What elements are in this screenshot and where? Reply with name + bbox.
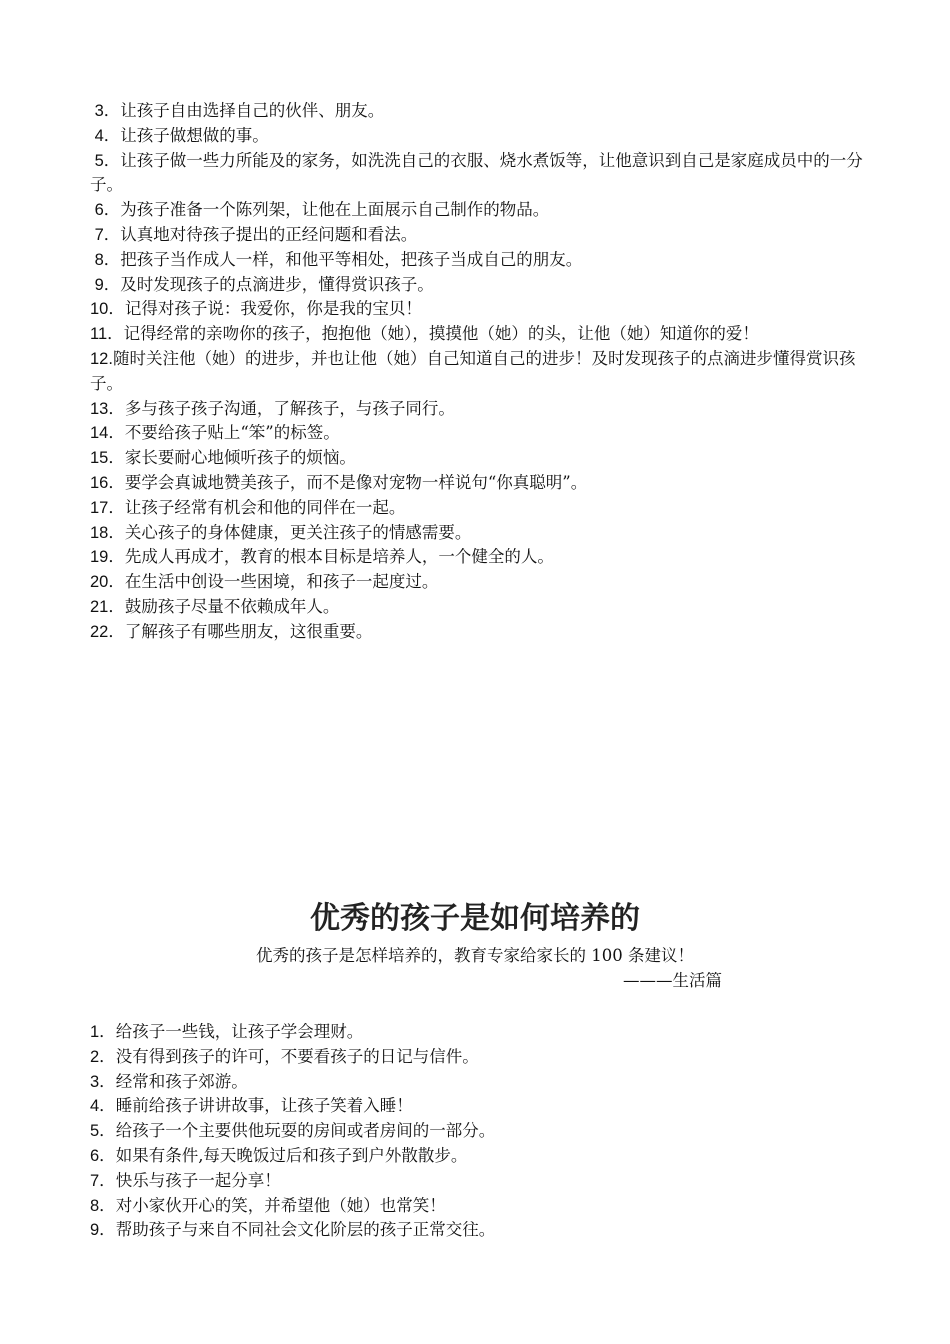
item-number: 5． [90, 151, 121, 170]
item-number: 9． [90, 275, 121, 294]
list-item [90, 545, 870, 570]
item-number: 14． [90, 424, 125, 443]
item-text: 让孩子做想做的事。 [120, 125, 269, 145]
item-text: 记得经常的亲吻你的孩子，抱抱他（她），摸摸他（她）的头，让他（她）知道你的爱！ [123, 324, 759, 344]
list-item [90, 99, 870, 124]
document-title: 优秀的孩子是如何培养的 [310, 901, 640, 936]
item-text: 关心孩子的身体健康，更关注孩子的情感需要。 [124, 522, 472, 542]
list-item [90, 248, 870, 273]
item-number: 4． [90, 126, 121, 145]
item-number: 16． [90, 473, 125, 492]
item-number: 20． [90, 573, 125, 592]
list-item [90, 198, 870, 223]
item-text: 记得对孩子说：我爱你，你是我的宝贝！ [124, 299, 422, 319]
list-item [90, 1020, 870, 1045]
item-number: 5． [90, 1122, 116, 1141]
item-text: 给孩子一个主要供他玩耍的房间或者房间的一部分。 [115, 1121, 496, 1141]
item-number: 12. [90, 349, 113, 368]
item-number: 7． [90, 225, 121, 244]
item-text: 对小家伙开心的笑，并希望他（她）也常笑！ [115, 1195, 446, 1215]
item-text: 为孩子准备一个陈列架，让他在上面展示自己制作的物品。 [120, 200, 550, 220]
item-text: 家长要耐心地倾听孩子的烦恼。 [124, 448, 356, 468]
item-text: 多与孩子孩子沟通，了解孩子，与孩子同行。 [124, 398, 455, 418]
item-number: 21． [90, 597, 125, 616]
item-number: 17． [90, 498, 125, 517]
list-item [90, 521, 870, 546]
list-item [90, 595, 870, 620]
item-text: 先成人再成才，教育的根本目标是培养人，一个健全的人。 [124, 547, 554, 567]
item-number: 13． [90, 399, 125, 418]
list-item [90, 471, 870, 496]
item-text: 要学会真诚地赞美孩子，而不是像对宠物一样说句“你真聪明”。 [124, 472, 588, 492]
item-text: 让孩子做一些力所能及的家务，如洗洗自己的衣服、烧水煮饭等，让他意识到自己是家庭成员中的一分子。 [90, 150, 863, 195]
list-item [90, 1094, 870, 1119]
list-item [90, 347, 870, 397]
list-item [90, 223, 870, 248]
list-item [90, 1169, 870, 1194]
item-number: 2． [90, 1047, 116, 1066]
item-text: 不要给孩子贴上“笨”的标签。 [124, 423, 340, 443]
item-number: 6． [90, 1146, 116, 1165]
item-number: 22． [90, 622, 125, 641]
list-item [90, 421, 870, 446]
item-number: 19． [90, 548, 125, 567]
advice-list-continued [90, 99, 870, 645]
list-item [90, 124, 870, 149]
list-item [90, 149, 870, 199]
list-item [90, 1144, 870, 1169]
advice-list-life [90, 1020, 870, 1243]
item-number: 18． [90, 523, 125, 542]
item-number: 4． [90, 1097, 116, 1116]
item-text: 了解孩子有哪些朋友，这很重要。 [124, 621, 373, 641]
section-label: ———生活篇 [623, 971, 722, 990]
item-text: 经常和孩子郊游。 [115, 1071, 248, 1091]
item-number: 1． [90, 1023, 116, 1041]
item-number: 11． [90, 325, 124, 344]
list-item [90, 273, 870, 298]
item-number: 9． [90, 1221, 116, 1240]
item-text: 如果有条件,每天晚饭过后和孩子到户外散散步。 [115, 1145, 468, 1165]
list-item [90, 570, 870, 595]
item-text: 在生活中创设一些困境，和孩子一起度过。 [124, 572, 439, 592]
list-item [90, 1194, 870, 1219]
item-text: 随时关注他（她）的进步，并也让他（她）自己知道自己的进步！及时发现孩子的点滴进步懂得赏识孩子。 [90, 348, 856, 393]
list-item [90, 1218, 870, 1243]
item-number: 3． [90, 102, 121, 120]
item-number: 7． [90, 1171, 116, 1190]
item-text: 没有得到孩子的许可，不要看孩子的日记与信件。 [115, 1046, 479, 1066]
item-number: 10． [90, 300, 125, 319]
list-item [90, 620, 870, 645]
item-text: 鼓励孩子尽量不依赖成年人。 [124, 596, 340, 616]
list-item [90, 446, 870, 471]
item-number: 8． [90, 1196, 116, 1215]
list-item [90, 397, 870, 422]
item-text: 睡前给孩子讲讲故事，让孩子笑着入睡！ [115, 1096, 413, 1116]
item-text: 及时发现孩子的点滴进步，懂得赏识孩子。 [120, 274, 434, 294]
list-item [90, 322, 870, 347]
item-number: 15． [90, 449, 125, 468]
item-text: 认真地对待孩子提出的正经问题和看法。 [120, 224, 418, 244]
item-text: 快乐与孩子一起分享！ [115, 1170, 281, 1190]
list-item [90, 297, 870, 322]
item-text: 给孩子一些钱，让孩子学会理财。 [115, 1022, 364, 1041]
item-text: 让孩子自由选择自己的伙伴、朋友。 [120, 101, 385, 120]
list-item [90, 1045, 870, 1070]
item-text: 帮助孩子与来自不同社会文化阶层的孩子正常交往。 [115, 1220, 496, 1240]
document-subtitle: 优秀的孩子是怎样培养的，教育专家给家长的 100 条建议！ [256, 946, 694, 965]
item-number: 3． [90, 1072, 116, 1091]
item-number: 6． [90, 201, 121, 220]
item-number: 8． [90, 250, 121, 269]
list-item [90, 1070, 870, 1095]
list-item [90, 1119, 870, 1144]
item-text: 让孩子经常有机会和他的同伴在一起。 [124, 497, 406, 517]
list-item [90, 496, 870, 521]
item-text: 把孩子当作成人一样，和他平等相处，把孩子当成自己的朋友。 [120, 249, 583, 269]
